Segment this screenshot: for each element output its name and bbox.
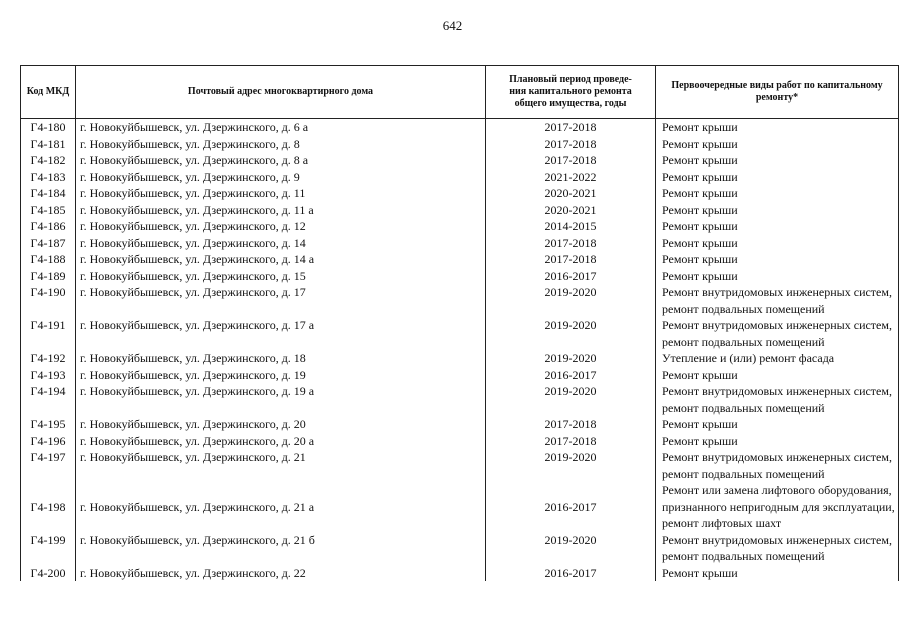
- table-row: [21, 202, 899, 219]
- cell-address: г. Новокуйбышевск, ул. Дзержинского, д. 8: [76, 136, 486, 153]
- works-line: ремонт подвальных помещений: [662, 301, 825, 316]
- header-period-line: Плановый период проведе-: [509, 74, 632, 85]
- works-line: Ремонт крыши: [662, 367, 738, 382]
- cell-works: [656, 268, 899, 285]
- table-row: [21, 136, 899, 153]
- cell-works: [656, 416, 899, 433]
- works-line: Ремонт крыши: [662, 433, 738, 448]
- table-row: [21, 350, 899, 367]
- table-row: [21, 317, 899, 350]
- cell-period: 2016-2017: [486, 565, 656, 582]
- header-period-line: общего имущества, годы: [514, 98, 627, 109]
- cell-works: [656, 218, 899, 235]
- cell-address: г. Новокуйбышевск, ул. Дзержинского, д. 21: [76, 449, 486, 482]
- table-row: [21, 449, 899, 482]
- cell-address: г. Новокуйбышевск, ул. Дзержинского, д. 14 а: [76, 251, 486, 268]
- cell-code: Г4-186: [21, 218, 76, 235]
- header-works-line: ремонту*: [755, 92, 799, 103]
- cell-works: [656, 317, 899, 350]
- cell-address: г. Новокуйбышевск, ул. Дзержинского, д. 15: [76, 268, 486, 285]
- works-line: ремонт лифтовых шахт: [662, 516, 782, 530]
- cell-code: Г4-185: [21, 202, 76, 219]
- cell-address: г. Новокуйбышевск, ул. Дзержинского, д. 14: [76, 235, 486, 252]
- cell-address: г. Новокуйбышевск, ул. Дзержинского, д. 20: [76, 416, 486, 433]
- cell-works: [656, 152, 899, 169]
- works-line: ремонт подвальных помещений: [662, 334, 825, 349]
- table-row: [21, 169, 899, 186]
- works-line: Ремонт крыши: [662, 186, 738, 200]
- cell-address: г. Новокуйбышевск, ул. Дзержинского, д. 12: [76, 218, 486, 235]
- table-row: [21, 268, 899, 285]
- cell-code: Г4-191: [21, 317, 76, 350]
- cell-code: Г4-192: [21, 350, 76, 367]
- cell-code: Г4-181: [21, 136, 76, 153]
- works-line: Ремонт крыши: [662, 268, 738, 283]
- table-body: [21, 119, 899, 582]
- works-line: Ремонт крыши: [662, 202, 738, 217]
- table-row: [21, 532, 899, 565]
- works-line: Утепление и (или) ремонт фасада: [662, 351, 835, 365]
- cell-works: [656, 367, 899, 384]
- cell-code: Г4-196: [21, 433, 76, 450]
- cell-works: [656, 185, 899, 202]
- cell-address: г. Новокуйбышевск, ул. Дзержинского, д. 20 а: [76, 433, 486, 450]
- table-row: [21, 284, 899, 317]
- works-line: Ремонт крыши: [662, 565, 738, 580]
- works-line: Ремонт внутридомовых инженерных систем,: [662, 318, 892, 332]
- cell-works: [656, 482, 899, 532]
- table-row: [21, 482, 899, 532]
- header-works: [656, 66, 899, 119]
- cell-works: [656, 169, 899, 186]
- cell-works: [656, 532, 899, 565]
- works-line: Ремонт крыши: [662, 417, 738, 431]
- cell-works: [656, 350, 899, 367]
- cell-period: 2016-2017: [486, 268, 656, 285]
- works-line: Ремонт крыши: [662, 252, 738, 266]
- page-number: 642: [442, 18, 463, 33]
- table-row: [21, 152, 899, 169]
- works-line: Ремонт крыши: [662, 169, 738, 184]
- works-line: Ремонт крыши: [662, 219, 738, 233]
- cell-code: Г4-188: [21, 251, 76, 268]
- cell-period: 2017-2018: [486, 416, 656, 433]
- header-period-line: ния капитального ремонта: [509, 86, 632, 97]
- works-line: Ремонт или замена лифтового оборудования,: [662, 483, 892, 497]
- table-row: [21, 383, 899, 416]
- cell-works: [656, 433, 899, 450]
- cell-works: [656, 449, 899, 482]
- cell-period: 2020-2021: [486, 202, 656, 219]
- cell-period: 2019-2020: [486, 449, 656, 482]
- cell-period: 2014-2015: [486, 218, 656, 235]
- cell-code: Г4-197: [21, 449, 76, 482]
- works-line: Ремонт крыши: [662, 153, 738, 167]
- cell-address: г. Новокуйбышевск, ул. Дзержинского, д. 17: [76, 284, 486, 317]
- cell-code: Г4-184: [21, 185, 76, 202]
- table-row: [21, 185, 899, 202]
- table-row: [21, 235, 899, 252]
- cell-period: 2016-2017: [486, 482, 656, 532]
- works-line: Ремонт внутридомовых инженерных систем,: [662, 384, 892, 398]
- cell-period: 2019-2020: [486, 317, 656, 350]
- works-line: Ремонт крыши: [662, 120, 738, 134]
- cell-works: [656, 383, 899, 416]
- header-works-line: Первоочередные виды работ по капитальному: [671, 80, 883, 91]
- cell-code: Г4-180: [21, 119, 76, 136]
- header-period: [486, 66, 656, 119]
- cell-code: Г4-189: [21, 268, 76, 285]
- cell-period: 2021-2022: [486, 169, 656, 186]
- cell-address: г. Новокуйбышевск, ул. Дзержинского, д. 11: [76, 185, 486, 202]
- cell-works: [656, 136, 899, 153]
- cell-code: Г4-200: [21, 565, 76, 582]
- cell-period: 2019-2020: [486, 350, 656, 367]
- cell-works: [656, 202, 899, 219]
- cell-code: Г4-183: [21, 169, 76, 186]
- cell-period: 2019-2020: [486, 284, 656, 317]
- cell-period: 2017-2018: [486, 433, 656, 450]
- table-row: [21, 119, 899, 136]
- cell-address: г. Новокуйбышевск, ул. Дзержинского, д. 22: [76, 565, 486, 582]
- cell-code: Г4-193: [21, 367, 76, 384]
- cell-address: г. Новокуйбышевск, ул. Дзержинского, д. 19: [76, 367, 486, 384]
- cell-address: г. Новокуйбышевск, ул. Дзержинского, д. 19 а: [76, 383, 486, 416]
- works-line: ремонт подвальных помещений: [662, 466, 825, 481]
- works-line: признанного непригодным для эксплуатации,: [662, 499, 895, 514]
- cell-period: 2019-2020: [486, 383, 656, 416]
- cell-works: [656, 565, 899, 582]
- cell-code: Г4-182: [21, 152, 76, 169]
- cell-address: г. Новокуйбышевск, ул. Дзержинского, д. 17 а: [76, 317, 486, 350]
- table-row: [21, 416, 899, 433]
- cell-works: [656, 235, 899, 252]
- cell-period: 2017-2018: [486, 119, 656, 136]
- table-row: [21, 367, 899, 384]
- cell-period: 2017-2018: [486, 152, 656, 169]
- table-row: [21, 565, 899, 582]
- repair-schedule-table: [20, 65, 899, 581]
- cell-address: г. Новокуйбышевск, ул. Дзержинского, д. 8 а: [76, 152, 486, 169]
- cell-address: г. Новокуйбышевск, ул. Дзержинского, д. 9: [76, 169, 486, 186]
- cell-period: 2016-2017: [486, 367, 656, 384]
- cell-period: 2017-2018: [486, 235, 656, 252]
- cell-code: Г4-199: [21, 532, 76, 565]
- table-header-row: [21, 66, 899, 119]
- cell-works: [656, 119, 899, 136]
- works-line: Ремонт внутридомовых инженерных систем,: [662, 450, 892, 464]
- cell-address: г. Новокуйбышевск, ул. Дзержинского, д. 6 а: [76, 119, 486, 136]
- cell-code: Г4-195: [21, 416, 76, 433]
- cell-address: г. Новокуйбышевск, ул. Дзержинского, д. 21 а: [76, 482, 486, 532]
- table-row: [21, 251, 899, 268]
- cell-period: 2019-2020: [486, 532, 656, 565]
- cell-code: Г4-187: [21, 235, 76, 252]
- cell-address: г. Новокуйбышевск, ул. Дзержинского, д. 21 б: [76, 532, 486, 565]
- cell-works: [656, 251, 899, 268]
- header-address: Почтовый адрес многоквартирного дома: [76, 66, 486, 119]
- cell-address: г. Новокуйбышевск, ул. Дзержинского, д. 18: [76, 350, 486, 367]
- table-row: [21, 433, 899, 450]
- cell-code: Г4-194: [21, 383, 76, 416]
- cell-period: 2020-2021: [486, 185, 656, 202]
- works-line: ремонт подвальных помещений: [662, 400, 825, 415]
- cell-period: 2017-2018: [486, 136, 656, 153]
- works-line: Ремонт внутридомовых инженерных систем,: [662, 285, 892, 299]
- works-line: ремонт подвальных помещений: [662, 549, 825, 563]
- cell-code: Г4-198: [21, 482, 76, 532]
- header-code: Код МКД: [21, 66, 76, 119]
- works-line: Ремонт крыши: [662, 235, 738, 250]
- cell-period: 2017-2018: [486, 251, 656, 268]
- cell-works: [656, 284, 899, 317]
- table-row: [21, 218, 899, 235]
- works-line: Ремонт крыши: [662, 136, 738, 151]
- cell-code: Г4-190: [21, 284, 76, 317]
- cell-address: г. Новокуйбышевск, ул. Дзержинского, д. 11 а: [76, 202, 486, 219]
- works-line: Ремонт внутридомовых инженерных систем,: [662, 532, 892, 547]
